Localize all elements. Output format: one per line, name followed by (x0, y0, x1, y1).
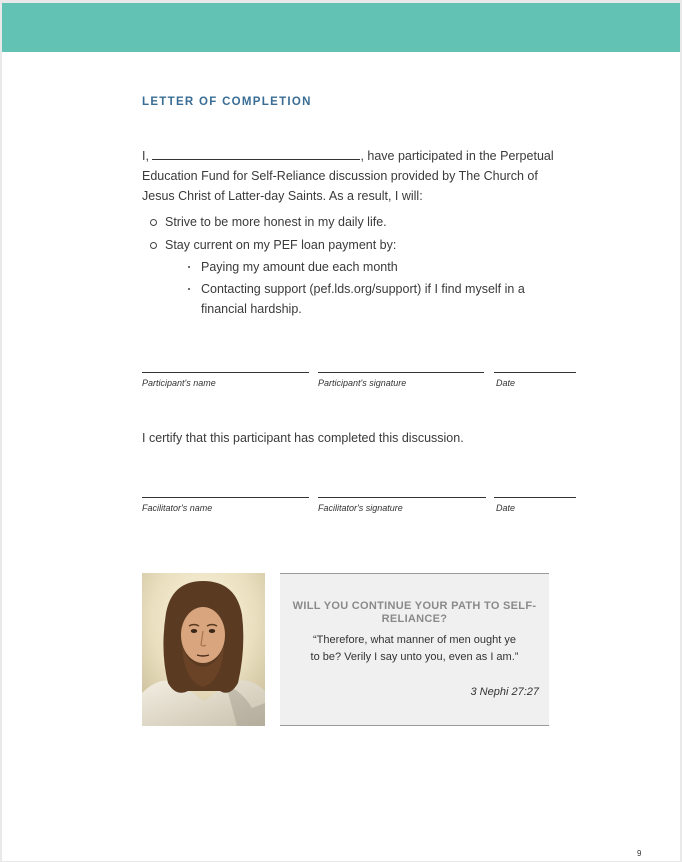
list-item (142, 236, 562, 319)
dot-bullet-icon (188, 266, 190, 268)
commitment-text: Stay current on my PEF loan payment by: (165, 238, 397, 252)
participant-date-label: Date (496, 378, 516, 388)
facilitator-signature-label: Facilitator's signature (318, 503, 403, 513)
certify-statement: I certify that this participant has completed this discussion. (142, 431, 464, 445)
quote-text: “Therefore, what manner of men ought ye to be? Verily I say unto you, even as I am.” (310, 634, 519, 663)
participant-date-line[interactable] (494, 372, 576, 373)
sub-commitment-text: Contacting support (pef.lds.org/support) if I find myself in a financial hardship. (201, 282, 525, 316)
facilitator-name-line[interactable] (142, 497, 309, 498)
facilitator-signature-line[interactable] (318, 497, 486, 498)
participant-name-label: Participant's name (142, 378, 216, 388)
page-number: 9 (637, 849, 642, 858)
page-title: LETTER OF COMPLETION (142, 96, 312, 108)
facilitator-date-label: Date (496, 503, 516, 513)
intro-suffix: , have participated in the Perpetual Education Fund for Self-Reliance discussion provided by The Church of Jesus Christ of Latter-day Saints. As a result, I will: (142, 149, 554, 203)
facilitator-date-line[interactable] (494, 497, 576, 498)
circle-bullet-icon (150, 219, 157, 226)
quote-reference: 3 Nephi 27:27 (470, 686, 539, 698)
facilitator-name-label: Facilitator's name (142, 503, 213, 513)
commitment-text: Strive to be more honest in my daily life. (165, 215, 387, 229)
participant-signature-line[interactable] (318, 372, 484, 373)
intro-paragraph (142, 146, 562, 206)
list-item (142, 213, 562, 232)
list-item (165, 257, 562, 277)
sub-commitment-text: Paying my amount due each month (201, 260, 398, 274)
header-band (2, 3, 680, 52)
portrait-image (142, 573, 265, 726)
list-item (165, 279, 531, 319)
commitment-list (142, 213, 562, 323)
quote-callout (280, 573, 549, 726)
portrait-illustration (142, 573, 265, 726)
name-blank-line[interactable] (152, 147, 360, 160)
participant-signature-label: Participant's signature (318, 378, 407, 388)
participant-name-line[interactable] (142, 372, 309, 373)
intro-prefix: I, (142, 149, 149, 163)
document-page (2, 3, 680, 861)
quote-heading: WILL YOU CONTINUE YOUR PATH TO SELF-RELIANCE? (292, 600, 537, 625)
circle-bullet-icon (150, 242, 157, 249)
sub-commitment-list (165, 257, 562, 319)
dot-bullet-icon (188, 288, 190, 290)
